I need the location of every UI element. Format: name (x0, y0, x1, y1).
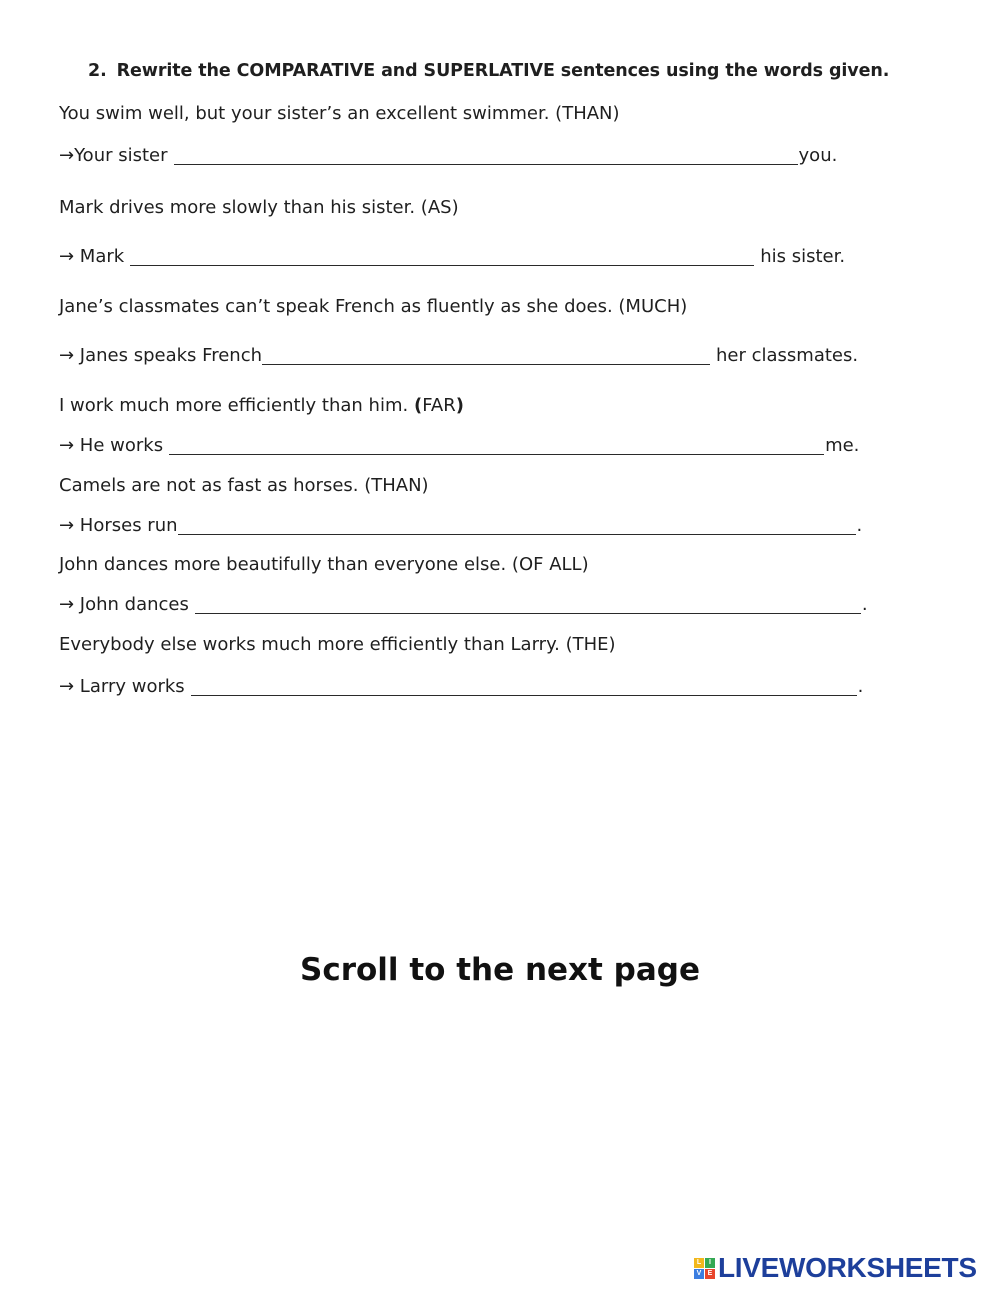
logo-tile: E (705, 1269, 715, 1279)
prompt-4-paren-open: ( (413, 395, 423, 416)
answer-suffix-1: you. (798, 145, 838, 166)
answer-blank-6[interactable] (195, 595, 861, 614)
answer-suffix-4: me. (825, 435, 860, 456)
prompt-3: Jane’s classmates can’t speak French as fluently as she does. (MUCH) (59, 296, 688, 317)
answer-row-6 (59, 593, 868, 617)
answer-suffix-3: her classmates. (716, 345, 859, 366)
answer-suffix-2: his sister. (760, 246, 846, 267)
exercise-instruction: Rewrite the COMPARATIVE and SUPERLATIVE sentences using the words given. (116, 61, 890, 81)
answer-blank-5[interactable] (178, 516, 856, 535)
prompt-4-text: I work much more efficiently than him. (59, 395, 409, 416)
scroll-next-page-note: Scroll to the next page (300, 952, 700, 988)
prompt-6: John dances more beautifully than everyone else. (OF ALL) (59, 554, 589, 575)
answer-blank-4[interactable] (169, 436, 824, 455)
logo-text: LIVEWORKSHEETS (718, 1252, 977, 1283)
answer-prefix-7: → Larry works (59, 676, 185, 697)
prompt-7: Everybody else works much more efficiently than Larry. (THE) (59, 634, 616, 655)
answer-row-2 (59, 245, 845, 269)
prompt-4-paren-close: ) (455, 395, 464, 416)
prompt-4-keyword: FAR (422, 395, 456, 416)
answer-blank-3[interactable] (262, 346, 710, 365)
answer-row-3 (59, 344, 858, 368)
prompt-4 (59, 394, 464, 418)
answer-prefix-5: → Horses run (59, 515, 178, 536)
answer-row-4 (59, 434, 859, 458)
liveworksheets-logo (694, 1252, 977, 1284)
exercise-number: 2. (88, 61, 107, 81)
answer-suffix-6: . (861, 594, 868, 615)
prompt-5: Camels are not as fast as horses. (THAN) (59, 475, 429, 496)
answer-prefix-1: →Your sister (59, 145, 168, 166)
answer-prefix-2: → Mark (59, 246, 125, 267)
answer-row-7 (59, 675, 863, 699)
answer-prefix-4: → He works (59, 435, 164, 456)
answer-suffix-5: . (856, 515, 863, 536)
logo-tile: L (694, 1258, 704, 1268)
answer-blank-1[interactable] (174, 146, 798, 165)
exercise-heading (88, 61, 889, 81)
answer-blank-7[interactable] (191, 677, 857, 696)
prompt-1: You swim well, but your sister’s an excellent swimmer. (THAN) (59, 103, 620, 124)
answer-prefix-6: → John dances (59, 594, 189, 615)
logo-tile: I (705, 1258, 715, 1268)
answer-suffix-7: . (857, 676, 864, 697)
answer-blank-2[interactable] (130, 247, 754, 266)
prompt-2: Mark drives more slowly than his sister. (AS) (59, 197, 459, 218)
logo-tile: V (694, 1269, 704, 1279)
answer-row-1 (59, 144, 837, 168)
answer-row-5 (59, 514, 862, 538)
answer-prefix-3: → Janes speaks French (59, 345, 262, 366)
logo-icon (694, 1258, 715, 1279)
